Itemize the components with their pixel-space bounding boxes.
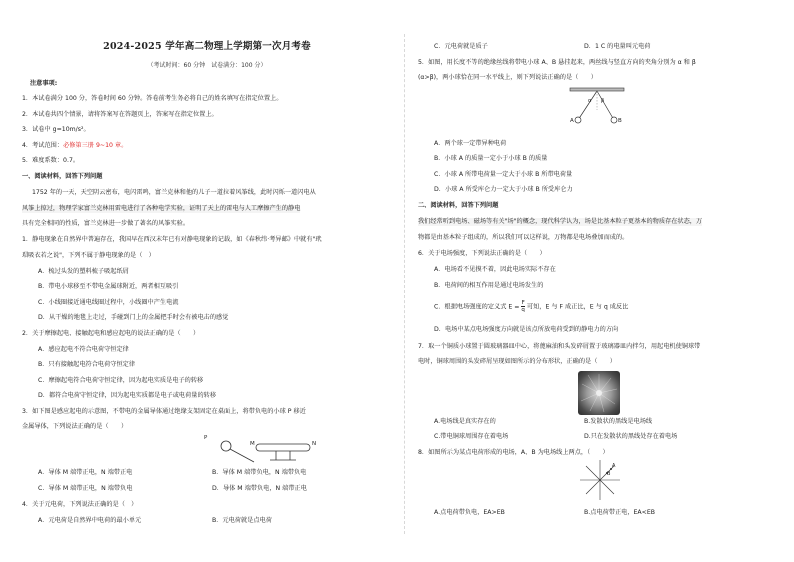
q6-option-b: B．电荷间的相互作用是通过电场发生的 — [434, 282, 544, 289]
q6-fraction — [521, 300, 525, 313]
section1-para-2: 风筝上掠过，物理学家富兰克林用雷电进行了各种电学实验，证明了天上的雷电与人工摩擦产生的静电 — [22, 205, 301, 212]
q3-option-b: B．导体 M 端带负电，N 端带负电 — [212, 469, 307, 476]
q2-option-a: A．感应起电不符合电荷守恒定律 — [38, 346, 129, 353]
q8-label-a: A — [612, 463, 616, 469]
q6-option-a: A．电场看不见摸不着，因此电场实际不存在 — [434, 266, 556, 273]
exam-title: 2024-2025 学年高二物理上学期第一次月考卷 — [103, 41, 311, 52]
q2-option-b: B．只有接触起电符合电荷守恒定律 — [38, 361, 136, 368]
q7-figure-photo — [578, 371, 620, 415]
q6-option-d: D．电场中某点电场强度方向就是该点所放电荷受到的静电力的方向 — [434, 326, 619, 333]
notice-scope-red: 必修第三册 9~10 章。 — [63, 142, 128, 149]
q3-label-p: P — [204, 435, 208, 441]
q6-fraction-num: F — [521, 300, 525, 306]
q5-stem-2: (α>β)，两小球恰在同一水平线上，则下列说法正确的是（ ） — [418, 74, 597, 81]
q3-stem-2: 金属导体，下列说法正确的是（ ） — [22, 423, 128, 430]
q1-option-b: B．带电小球移至不带电金属球附近，两者相互吸引 — [38, 283, 179, 290]
q3-stem-1: 3．如下图是感应起电的示意图，不带电的金属导体通过绝缘支架固定在桌面上，将带负电的小球 P 移近 — [22, 408, 306, 415]
q5-label-b: B — [618, 118, 622, 124]
section1-heading: 一、阅读材料，回答下列问题 — [22, 173, 103, 180]
notice-item-5: 5．难度系数：0.7。 — [22, 157, 80, 164]
q3-figure-conductor — [248, 438, 318, 464]
q3-label-m: M — [250, 441, 255, 447]
notice-item-3: 3．试卷中 g=10m/s²。 — [22, 126, 90, 133]
notice-item-4-text: 4．考试范围： — [22, 142, 64, 149]
q2-option-c: C．摩擦起电符合电荷守恒定律，因为起电实质是电子的转移 — [38, 377, 204, 384]
q7-option-a: A.电场线是真实存在的 — [434, 418, 496, 425]
q8-option-b: B.点电荷带正电，EA<EB — [584, 509, 656, 516]
q6-option-c-pre: C．根据电场强度的定义式 E = — [434, 303, 520, 311]
q7-option-d: D.只在发散状的黑线处存在着电场 — [584, 433, 678, 440]
q5-label-beta: β — [601, 98, 605, 104]
q4-option-d: D．1 C 的电量叫元电荷 — [584, 43, 651, 50]
q1-option-c: C．小线圈接近通电线圈过程中，小线圈中产生电流 — [38, 299, 179, 306]
section2-para-1: 我们经常听到电场、磁场等有关"场"的概念，现代科学认为，场是比基本粒子更基本的物质存在状态，万 — [418, 218, 703, 225]
q4-option-b: B．元电荷就是点电荷 — [212, 517, 272, 524]
q3-option-a: A．导体 M 端带正电，N 端带正电 — [38, 469, 133, 476]
section1-para-3: 具有完全相同的性质，富兰克林进一步做了著名的风筝实验。 — [22, 220, 190, 227]
exam-subtitle: （考试时间：60 分钟 试卷满分：100 分） — [147, 62, 267, 69]
q1-option-d: D．从干燥的地毯上走过，手碰到门上的金属把手时会有被电击的感觉 — [38, 314, 229, 321]
q5-label-alpha: α — [588, 98, 592, 104]
q5-stem-1: 5．如图，用长度不等的绝缘丝线将带电小球 A、B 悬挂起来，两丝线与竖直方向的夹角分别为 α 和 β — [418, 59, 696, 66]
q8-option-a: A.点电荷带负电，EA>EB — [434, 509, 505, 516]
q7-option-c: C.带电铜球周围存在着电场 — [434, 433, 509, 440]
q5-option-b: B．小球 A 的质量一定小于小球 B 的质量 — [434, 155, 548, 162]
notice-item-1: 1．本试卷满分 100 分，答卷时间 60 分钟。答卷前考生务必将自己的姓名填写在指定位置上。 — [22, 95, 283, 102]
q6-stem: 6．关于电场强度，下列说法正确的是（ ） — [418, 250, 546, 257]
q7-stem-2: 电时，铜球周围的头发碎屑呈现如图所示的分布形状，正确的是（ ） — [418, 358, 616, 365]
q8-label-b: B — [607, 471, 611, 477]
section2-para-2: 物都是由基本粒子组成的，所以我们可以这样说，万物都是电场叠加而成的。 — [418, 234, 629, 241]
q7-figure-lines — [578, 371, 620, 415]
notice-item-4 — [22, 142, 127, 150]
column-divider — [404, 34, 405, 534]
q5-label-a: A — [570, 118, 574, 124]
q5-option-a: A．两个球一定带异种电荷 — [434, 140, 507, 147]
section1-para-1: 1752 年的一天，天空阴云密布，电闪雷鸣，富兰克林和他的儿子一道拉着风筝线，此时闪烁一道闪电从 — [32, 189, 316, 196]
q6-fraction-den: q — [521, 307, 525, 313]
q1-stem-1: 1．静电现象在自然界中普遍存在，我国早在西汉末年已有对静电现象的记载，如《春秋纬·考异邮》中就有"玳 — [22, 236, 322, 243]
q6-option-c — [418, 300, 628, 313]
q4-option-a: A．元电荷是自然界中电荷的最小单元 — [38, 517, 142, 524]
q4-option-c: C．元电荷就是质子 — [434, 43, 488, 50]
q7-stem-1: 7．取一个铜质小球置于圆玻璃器皿中心，将蓖麻油和头发碎屑置于玻璃器皿内拌匀，用起电机使铜球带 — [418, 343, 701, 350]
q1-option-a: A．梳过头发的塑料梳子吸起纸屑 — [38, 268, 129, 275]
q3-label-n: N — [312, 441, 317, 447]
q1-stem-2: 瑁吸衣若之说"，下列不属于静电现象的是（ ） — [22, 252, 155, 259]
q4-stem: 4．关于元电荷，下列说法正确的是（ ） — [22, 501, 138, 508]
q2-option-d: D．都符合电荷守恒定律，因为起电实质都是电子或电荷量的转移 — [38, 392, 217, 399]
q2-stem: 2．关于摩擦起电、接触起电和感应起电的说法正确的是（ ） — [22, 330, 200, 337]
section2-heading: 二、阅读材料，回答下列问题 — [418, 202, 499, 209]
q5-option-d: D．小球 A 所受库仑力一定大于小球 B 所受库仑力 — [434, 186, 573, 193]
notice-item-2: 2．本试卷共四个情景，请将答案写在答题页上，答案写在指定位置上。 — [22, 111, 218, 118]
q3-option-c: C．导体 M 端带正电，N 端带负电 — [38, 485, 133, 492]
q5-option-c: C．小球 A 所带电荷量一定大于小球 B 所带电荷量 — [434, 171, 573, 178]
q8-stem: 8．如图所示为某点电荷形成的电场，A、B 为电场线上两点，（ ） — [418, 449, 609, 456]
q7-option-b: B.发散状的黑线是电场线 — [584, 418, 653, 425]
notice-heading: 注意事项: — [30, 80, 58, 87]
q6-option-c-post: 可知，E 与 F 成正比，E 与 q 成反比 — [526, 303, 629, 311]
q3-option-d: D．导体 M 端带负电，N 端带正电 — [212, 485, 307, 492]
